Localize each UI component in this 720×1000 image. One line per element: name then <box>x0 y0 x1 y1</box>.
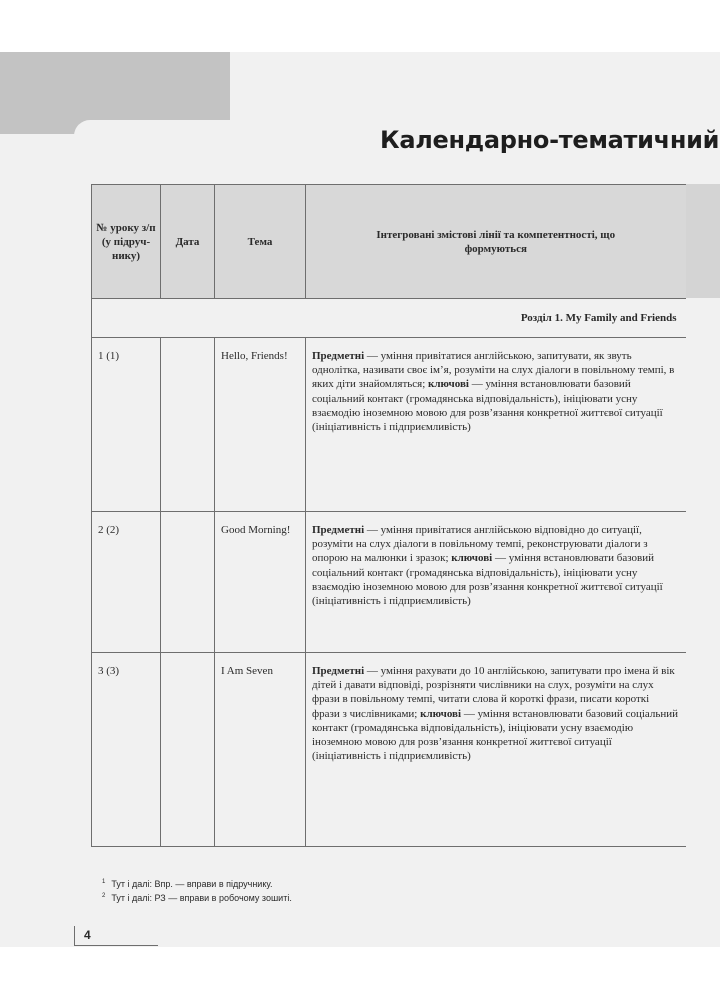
footnote: $^1$ Тут і далі: Впр. — вправи в підручнику. <box>102 879 273 889</box>
page-number-underline <box>74 945 158 946</box>
page-title: Календарно-тематичний <box>380 126 720 154</box>
lesson-number: 1 (1) <box>98 350 120 362</box>
lesson-number: 2 (2) <box>98 524 120 536</box>
table-header-row <box>92 185 686 299</box>
lesson-date <box>161 512 214 523</box>
lesson-date <box>161 653 214 664</box>
footnote: $^2$ Тут і далі: РЗ — вправи в робочому зошиті. <box>102 893 292 903</box>
table-row <box>92 338 686 512</box>
table-row <box>92 512 686 653</box>
lesson-topic: Hello, Friends! <box>221 350 288 362</box>
page-number: 4 <box>84 928 91 942</box>
section-title: Розділ 1. My Family and Friends <box>520 312 677 324</box>
header-competences: Інтегровані змістові лінії та компетентності, що формуються <box>306 185 686 299</box>
header-date: Дата <box>161 185 215 299</box>
header-lesson-no: № уроку з/п (у підруч- нику) <box>92 185 161 299</box>
lesson-competences: Предметні — уміння привітатися англійською відповідно до ситуації, розуміти на слух діалоги в повільному темпі, реконструювати діалоги з опорою на малюнки і зразок; ключові — уміння встановлювати базовий соціальний контакт (громадянська відповідальність), ініціювати усну взаємодію іноземною мовою для розв’язання конкретної життєвої ситуації (ініціативність і підприємливість) <box>312 524 663 608</box>
lesson-number: 3 (3) <box>98 665 120 677</box>
lesson-date <box>161 338 214 349</box>
lesson-topic: I Am Seven <box>221 665 273 677</box>
page-number-rule <box>74 926 75 946</box>
table-row <box>92 653 686 847</box>
section-row <box>92 299 686 338</box>
header-topic: Тема <box>215 185 306 299</box>
lesson-topic: Good Morning! <box>221 524 291 536</box>
lesson-plan-table <box>91 184 686 847</box>
lesson-competences: Предметні — уміння рахувати до 10 англійською, запитувати про імена й вік дітей і давати відповіді, розрізняти числівники на слух, розуміти на слух фрази в повільному темпі, читати слова й короткі фрази, писати короткі фрази з числівниками; ключові — уміння встановлювати базовий соціальний контакт (громадянська відповідальність), ініціювати усну взаємодію іноземною мовою для розв’язання конкретної життєвої ситуації (ініціативність і підприємливість) <box>312 665 679 763</box>
lesson-competences: Предметні — уміння привітатися англійською, запитувати, як звуть однолітка, називати своє ім’я, розуміти на слух діалоги в повільному темпі, в яких діти знайомляться; ключові — уміння встановлювати базовий соціальний контакт (громадянська відповідальність), ініціювати усну взаємодію іноземною мовою для розв’язання конкретної життєвої ситуації (ініціативність і підприємливість) <box>312 350 675 434</box>
